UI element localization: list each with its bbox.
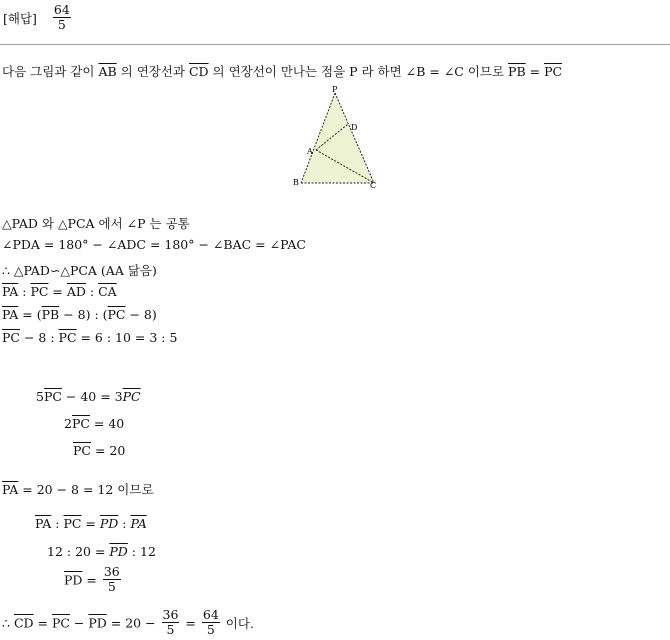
seg: $\overline{PD}$: [99, 516, 119, 531]
seg: $\overline{PC}$: [71, 416, 90, 431]
seg: $\overline{PA}$: [2, 284, 19, 299]
line-similarity: ∴ △PAD∽△PCA (AA 닮음): [2, 263, 157, 278]
op: = 20 − 8 = 12 이므로: [18, 482, 154, 497]
final-answer-line: [2, 608, 254, 638]
intro-equals: =: [525, 64, 545, 79]
numerator: 36: [162, 607, 179, 622]
denominator: 5: [206, 622, 215, 638]
op: :: [51, 516, 64, 531]
op: =: [82, 572, 101, 588]
intro-sentence: [2, 62, 562, 80]
seg: $\overline{CA}$: [98, 284, 117, 299]
intro-text-2: 의 연장선과: [116, 64, 189, 79]
seg: $\overline{PC}$: [30, 284, 49, 299]
seg: $\overline{AD}$: [66, 284, 86, 299]
seg: $\overline{PC}$: [2, 330, 20, 345]
op: −: [69, 615, 89, 631]
fraction: [202, 608, 220, 638]
fraction: [162, 608, 180, 638]
op: = 20 −: [106, 615, 160, 631]
answer-header: [3, 3, 73, 33]
seg: $\overline{PD}$: [109, 544, 128, 559]
label-a: A: [307, 147, 313, 156]
seg: $\overline{PC}$: [73, 443, 91, 458]
seg: $\overline{CD}$: [13, 615, 34, 631]
equation-6: [64, 565, 123, 595]
label-d: D: [351, 123, 358, 132]
seg: $\overline{PA}$: [2, 307, 19, 322]
seg: $\overline{PC}$: [63, 516, 82, 531]
fraction: [103, 565, 121, 595]
seg: $\overline{PC}$: [58, 330, 77, 345]
line-pa-value: [2, 480, 154, 498]
segment-pc: $\overline{PC}$: [544, 64, 563, 79]
op: = 40: [89, 416, 125, 431]
equation-5: [47, 544, 156, 559]
line-common-angle: △PAD 와 △PCA 에서 ∠P 는 공통: [2, 216, 190, 231]
op: 12 : 20 =: [47, 544, 110, 559]
seg: $\overline{PC}$: [43, 389, 62, 404]
op: : 12: [127, 544, 156, 559]
segment-ab: $\overline{AB}$: [98, 64, 117, 79]
divider-line: [0, 44, 670, 45]
op: :: [118, 516, 131, 531]
op: :: [85, 284, 99, 299]
answer-fraction: [53, 3, 71, 33]
line-ratio-2: [2, 307, 157, 322]
intro-text-3: 의 연장선이 만나는 점을 P 라 하면 ∠B = ∠C 이므로: [208, 64, 509, 79]
seg: $\overline{PC}$: [51, 615, 70, 631]
seg: $\overline{PD}$: [88, 615, 107, 631]
op: =: [33, 615, 52, 631]
label-b: B: [293, 178, 299, 187]
denominator: 5: [166, 622, 175, 638]
label-p: P: [332, 85, 338, 94]
triangle-fill: [301, 93, 374, 183]
segment-cd: $\overline{CD}$: [188, 64, 209, 79]
op: :: [18, 284, 31, 299]
op: = 6 : 10 = 3 : 5: [76, 330, 178, 345]
seg: $\overline{PA}$: [35, 516, 52, 531]
seg: $\overline{PA}$: [2, 482, 19, 497]
op: =: [48, 284, 67, 299]
equation-2: [64, 416, 124, 431]
numerator: 64: [202, 607, 219, 622]
label-c: C: [370, 181, 377, 190]
answer-numerator: 64: [53, 2, 70, 17]
segment-pb: $\overline{PB}$: [508, 64, 526, 79]
denominator: 5: [107, 579, 116, 595]
op: − 40 = 3: [61, 389, 123, 404]
op: =: [181, 615, 200, 631]
equation-3: [73, 443, 125, 458]
op: − 8): [125, 307, 157, 322]
op: − 8) : (: [59, 307, 108, 322]
answer-label: [해답]: [3, 10, 37, 26]
numerator: 36: [103, 564, 120, 579]
seg: $\overline{PA}$: [130, 516, 147, 531]
op: =: [81, 516, 100, 531]
triangle-figure: [290, 84, 390, 194]
answer-denominator: 5: [57, 17, 66, 33]
line-angle-equality: ∠PDA = 180° − ∠ADC = 180° − ∠BAC = ∠PAC: [2, 237, 306, 252]
seg: $\overline{PB}$: [41, 307, 60, 322]
seg: $\overline{PD}$: [64, 572, 83, 588]
equation-4: [35, 516, 147, 531]
line-ratio-1: [2, 284, 117, 299]
op: − 8 :: [19, 330, 59, 345]
op: = 20: [90, 443, 126, 458]
equation-1: [36, 389, 141, 404]
intro-text-1: 다음 그림과 같이: [2, 64, 99, 79]
line-ratio-3: [2, 330, 177, 345]
op: 이다.: [221, 615, 254, 631]
op: = (: [18, 307, 42, 322]
term: 5: [36, 389, 44, 404]
term: 2: [64, 416, 72, 431]
seg: $\overline{PC}$: [122, 389, 141, 404]
therefore: ∴: [2, 615, 14, 631]
seg: $\overline{PC}$: [107, 307, 126, 322]
